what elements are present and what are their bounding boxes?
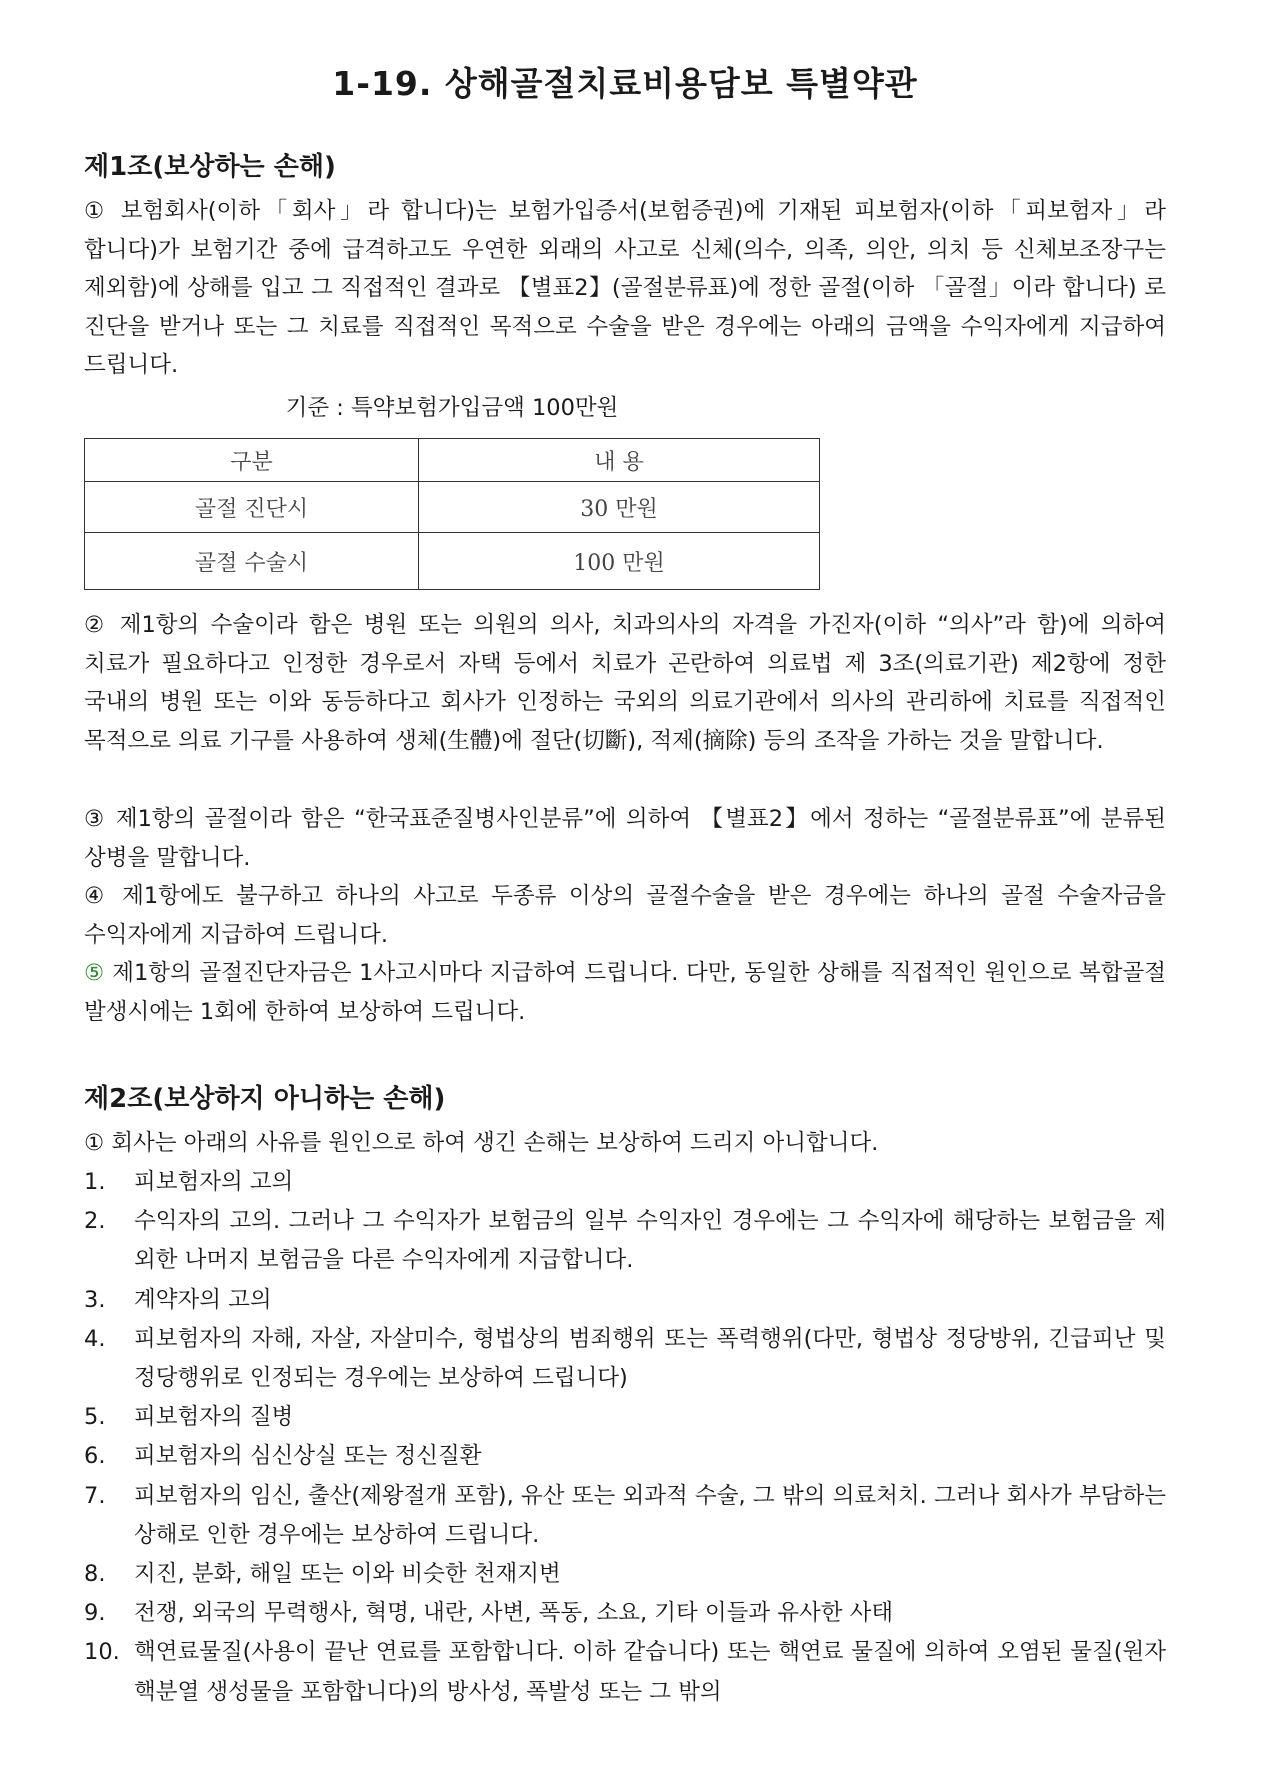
- paragraph-5-marker: ⑤: [84, 960, 105, 986]
- article2-heading: 제2조(보상하지 아니하는 손해): [84, 1084, 446, 1114]
- list-item: [84, 1437, 1166, 1476]
- article1-paragraph-5: [84, 954, 1166, 1031]
- list-item-number: 6.: [84, 1443, 106, 1470]
- list-item: [84, 1320, 1166, 1398]
- list-item: [84, 1202, 1166, 1280]
- list-item-number: 9.: [84, 1600, 106, 1627]
- list-item-number: 3.: [84, 1286, 106, 1313]
- paragraph-5-text: 제1항의 골절진단자금은 1사고시마다 지급하여 드립니다. 다만, 동일한 상해를 직접적인 원인으로 복합골절 발생시에는 1회에 한하여 보상하여 드립니다.: [84, 960, 1166, 1025]
- list-item: [84, 1163, 1166, 1202]
- list-item: [84, 1281, 1166, 1320]
- list-item-text: 피보험자의 심신상실 또는 정신질환: [134, 1443, 482, 1470]
- list-item-text: 전쟁, 외국의 무력행사, 혁명, 내란, 사변, 폭동, 소요, 기타 이들과 유사한 사태: [134, 1600, 894, 1627]
- article1-paragraph-4: ④ 제1항에도 불구하고 하나의 사고로 두종류 이상의 골절수술을 받은 경우에는 하나의 골절 수술자금을 수익자에게 지급하여 드립니다.: [84, 883, 1166, 948]
- list-item-number: 1.: [84, 1169, 106, 1195]
- list-item: [84, 1477, 1166, 1555]
- list-item-number: 7.: [84, 1482, 106, 1509]
- exclusion-list: [84, 1163, 1166, 1712]
- table-header-row: [85, 439, 820, 482]
- table-row: [85, 533, 820, 590]
- list-item-text: 핵연료물질(사용이 끝난 연료를 포함합니다. 이하 같습니다) 또는 핵연료 물질에 의하여 오염된 물질(원자핵분열 생성물을 포함합니다)의 방사성, 폭발성 또는 그 밖의: [134, 1639, 1166, 1705]
- table-row: [85, 482, 820, 533]
- table-cell: 30 만원: [419, 482, 820, 533]
- list-item: [84, 1594, 1166, 1633]
- list-item-text: 피보험자의 고의: [134, 1169, 294, 1195]
- list-item: [84, 1555, 1166, 1594]
- article1-paragraph-1: ① 보험회사(이하「회사」라 합니다)는 보험가입증서(보험증권)에 기재된 피보험자(이하「피보험자」라 합니다)가 보험기간 중에 급격하고도 우연한 외래의 사고로 신체(의수, 의족, 의안, 의치 등 신체보조장구는 제외함)에 상해를 입고 그 직접적인 결과로 【별표2】(골절분류표)에 정한 골절(이하 「골절」이라 합니다) 로 진단을 받거나 또는 그 치료를 직접적인 목적으로 수술을 받은 경우에는 아래의 금액을 수익자에게 지급하여 드립니다.: [84, 198, 1166, 378]
- list-item-text: 피보험자의 질병: [134, 1404, 294, 1431]
- table-cell: 골절 진단시: [85, 482, 419, 533]
- list-item: [84, 1633, 1166, 1711]
- article1-heading: 제1조(보상하는 손해): [84, 152, 336, 182]
- list-item-number: 10.: [84, 1639, 120, 1666]
- document-title: 1-19. 상해골절치료비용담보 특별약관: [332, 64, 918, 103]
- table-header-cell: 구분: [85, 439, 419, 482]
- table-header-cell: 내 용: [419, 439, 820, 482]
- list-item-text: 수익자의 고의. 그러나 그 수익자가 보험금의 일부 수익자인 경우에는 그 수익자에 해당하는 보험금을 제외한 나머지 보험금을 다른 수익자에게 지급합니다.: [134, 1208, 1166, 1274]
- article1-paragraph-2: ② 제1항의 수술이라 함은 병원 또는 의원의 의사, 치과의사의 자격을 가진자(이하 “의사”라 함)에 의하여 치료가 필요하다고 인정한 경우로서 자택 등에서 치료가 곤란하여 의료법 제 3조(의료기관) 제2항에 정한 국내의 병원 또는 이와 동등하다고 회사가 인정하는 국외의 의료기관에서 의사의 관리하에 치료를 직접적인 목적으로 의료 기구를 사용하여 생체(生體)에 절단(切斷), 적제(摘除) 등의 조작을 가하는 것을 말합니다.: [84, 612, 1166, 754]
- list-item-text: 피보험자의 자해, 자살, 자살미수, 형법상의 범죄행위 또는 폭력행위(다만, 형법상 정당방위, 긴급피난 및 정당행위로 인정되는 경우에는 보상하여 드립니다): [134, 1325, 1166, 1392]
- list-item-text: 지진, 분화, 해일 또는 이와 비슷한 천재지변: [134, 1561, 561, 1588]
- basis-line: 기준 : 특약보험가입금액 100만원: [285, 395, 619, 421]
- list-item-text: 피보험자의 임신, 출산(제왕절개 포함), 유산 또는 외과적 수술, 그 밖의 의료처치. 그러나 회사가 부담하는 상해로 인한 경우에는 보상하여 드립니다.: [134, 1482, 1166, 1548]
- list-item-number: 8.: [84, 1561, 106, 1588]
- list-item-number: 5.: [84, 1404, 106, 1431]
- table-cell: 100 만원: [419, 533, 820, 590]
- benefit-table: [84, 438, 820, 590]
- list-item-number: 4.: [84, 1325, 106, 1352]
- list-item-text: 계약자의 고의: [134, 1286, 272, 1313]
- article1-paragraph-3: ③ 제1항의 골절이라 함은 “한국표준질병사인분류”에 의하여 【별표2】에서 정하는 “골절분류표”에 분류된 상병을 말합니다.: [84, 806, 1166, 871]
- list-item: [84, 1398, 1166, 1437]
- table-cell: 골절 수술시: [85, 533, 419, 590]
- article2-paragraph-1: ① 회사는 아래의 사유를 원인으로 하여 생긴 손해는 보상하여 드리지 아니합니다.: [84, 1130, 879, 1156]
- list-item-number: 2.: [84, 1208, 106, 1235]
